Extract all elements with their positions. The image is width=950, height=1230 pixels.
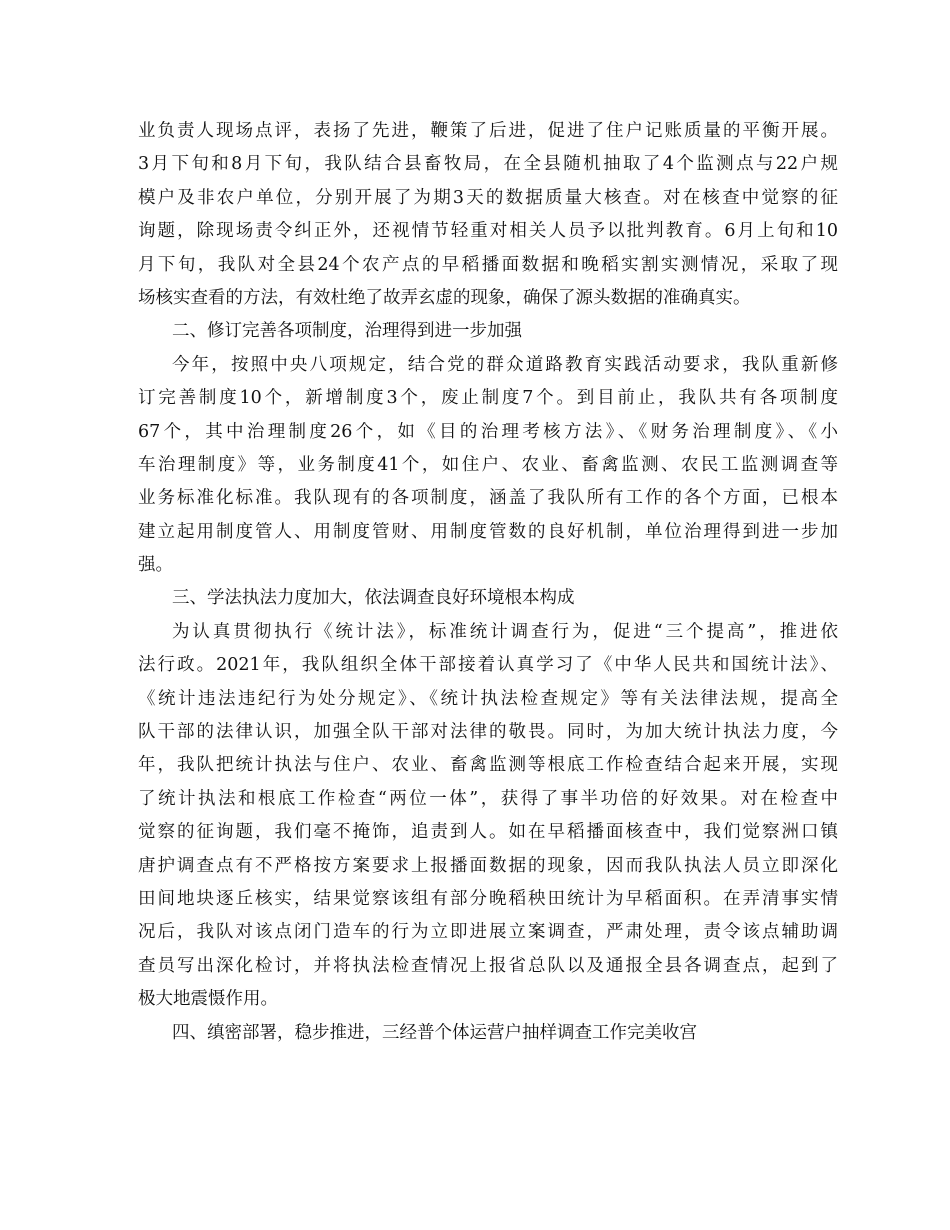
paragraph-line: 觉察的征询题，我们毫不掩饰，追责到人。如在早稻播面核查中，我们觉察洲口镇: [138, 822, 838, 843]
section-heading: 三、学法执法力度加大，依法调查良好环境根本构成: [172, 588, 575, 609]
paragraph-line: 建立起用制度管人、用制度管财、用制度管数的良好机制，单位治理得到进一步加: [138, 521, 838, 542]
paragraph-line: 3月下旬和8月下旬，我队结合县畜牧局，在全县随机抽取了4个监测点与22户规: [138, 154, 838, 175]
paragraph-line: 田间地块逐丘核实，结果觉察该组有部分晚稻秧田统计为早稻面积。在弄清事实情: [138, 888, 838, 909]
paragraph-line: 查员写出深化检讨，并将执法检查情况上报省总队以及通报全县各调查点，起到了: [138, 955, 838, 976]
body-text: [138, 115, 838, 1050]
paragraph-line: 唐护调查点有不严格按方案要求上报播面数据的现象，因而我队执法人员立即深化: [138, 855, 838, 876]
paragraph-line: 强。: [138, 555, 173, 576]
paragraph-line: 业务标准化标准。我队现有的各项制度，涵盖了我队所有工作的各个方面，已根本: [138, 488, 838, 509]
paragraph-line: 业负责人现场点评，表扬了先进，鞭策了后进，促进了住户记账质量的平衡开展。: [138, 121, 838, 141]
paragraph-line: 况后，我队对该点闭门造车的行为立即进展立案调查，严肃处理，责令该点辅助调: [138, 922, 838, 943]
paragraph-line: 队干部的法律认识，加强全队干部对法律的敬畏。同时，为加大统计执法力度，今: [138, 722, 838, 743]
paragraph-line: 月下旬，我队对全县24个农产点的早稻播面数据和晚稻实割实测情况，采取了现: [138, 254, 838, 275]
paragraph-line: 今年，按照中央八项规定，结合党的群众道路教育实践活动要求，我队重新修: [172, 354, 838, 375]
paragraph-line: 为认真贯彻执行《统计法》，标准统计调查行为，促进“三个提高”，推进依: [172, 621, 838, 642]
paragraph-line: 订完善制度10个，新增制度3个，废止制度7个。到目前止，我队共有各项制度: [138, 388, 838, 409]
paragraph-line: 67个，其中治理制度26个，如《目的治理考核方法》、《财务治理制度》、《小: [138, 421, 838, 442]
paragraph-line: 《统计违法违纪行为处分规定》、《统计执法检查规定》等有关法律法规，提高全: [138, 688, 838, 709]
section-heading: 四、缜密部署，稳步推进，三经普个体运营户抽样调查工作完美收宫: [172, 1022, 697, 1043]
paragraph-line: 询题，除现场责令纠正外，还视情节轻重对相关人员予以批判教育。6月上旬和10: [138, 221, 838, 242]
paragraph-line: 模户及非农户单位，分别开展了为期3天的数据质量大核查。对在核查中觉察的征: [138, 187, 838, 208]
section-heading: 二、修订完善各项制度，治理得到进一步加强: [172, 321, 522, 342]
paragraph-line: 了统计执法和根底工作检查“两位一体”，获得了事半功倍的好效果。对在检查中: [138, 788, 838, 809]
paragraph-line: 年，我队把统计执法与住户、农业、畜禽监测等根底工作检查结合起来开展，实现: [138, 755, 838, 776]
paragraph-line: 法行政。2021年，我队组织全体干部接着认真学习了《中华人民共和国统计法》、: [138, 655, 838, 676]
paragraph-line: 车治理制度》等，业务制度41个，如住户、农业、畜禽监测、农民工监测调查等: [138, 454, 838, 475]
paragraph-line: 场核实查看的方法，有效杜绝了故弄玄虚的现象，确保了源头数据的准确真实。: [138, 287, 751, 308]
paragraph-line: 极大地震慑作用。: [138, 989, 278, 1010]
